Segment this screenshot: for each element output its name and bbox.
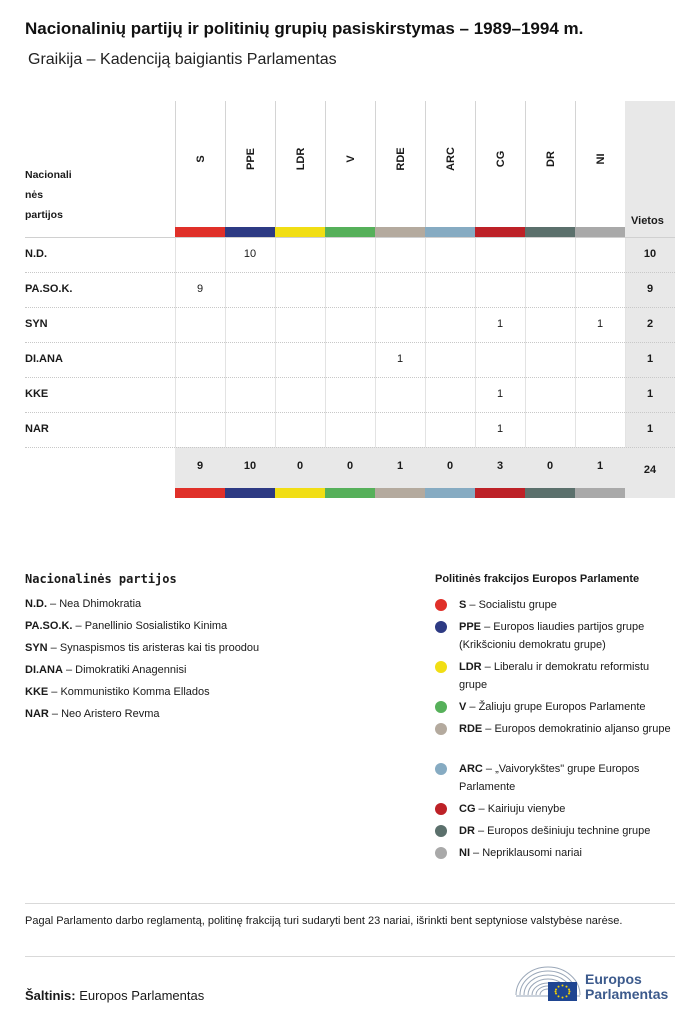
party-code: N.D.: [25, 598, 47, 610]
group-code: LDR: [459, 661, 482, 673]
group-color-bar: [575, 227, 625, 237]
group-legend-item: [459, 658, 679, 694]
group-code: S: [459, 599, 467, 611]
group-name: Europos demokratinio aljanso grupe: [494, 723, 671, 735]
group-legend-item: [459, 698, 679, 716]
group-name: Liberalu ir demokratu reformistu grupe: [459, 661, 650, 691]
group-color-dot: [435, 803, 447, 815]
group-color-bar: [525, 227, 575, 237]
national-party-legend-item: [25, 620, 227, 632]
separator: –: [481, 661, 494, 673]
group-name: Europos liaudies partijos grupe (Krikšcioniu demokratu grupe): [459, 621, 645, 651]
group-color-bar: [475, 227, 525, 237]
party-total-cell: 9: [646, 283, 654, 295]
group-code-label: V: [344, 155, 357, 163]
group-color-bar: [525, 488, 575, 498]
separator: –: [466, 599, 479, 611]
separator: –: [72, 620, 85, 632]
national-party-legend-item: [25, 642, 259, 654]
group-legend-item: [459, 822, 679, 840]
group-color-dot: [435, 661, 447, 673]
group-total-cell: 0: [296, 460, 304, 472]
group-code-label: NI: [594, 153, 607, 165]
party-total-cell: 1: [646, 388, 654, 400]
group-color-dot: [435, 847, 447, 859]
group-code-label: RDE: [394, 147, 407, 171]
separator: –: [475, 803, 488, 815]
separator: –: [482, 763, 496, 775]
group-color-bar: [375, 227, 425, 237]
separator: –: [48, 708, 62, 720]
group-column-header: [425, 101, 475, 227]
group-code: V: [459, 701, 467, 713]
group-name: Socialistu grupe: [478, 599, 557, 611]
group-legend-item: [459, 596, 679, 614]
group-column-header: [575, 101, 625, 227]
group-code: CG: [459, 803, 476, 815]
seat-count-cell: 10: [243, 248, 257, 260]
group-legend-item: [459, 720, 679, 738]
source-value: Europos Parlamentas: [79, 988, 205, 1003]
group-code-label: S: [194, 155, 207, 163]
group-color-dot: [435, 723, 447, 735]
group-color-bar: [325, 488, 375, 498]
party-name: Kommunistiko Komma Ellados: [60, 686, 210, 698]
seats-column-header: Vietos: [631, 215, 664, 227]
source-line: [25, 988, 204, 1003]
seat-count-cell: 9: [196, 283, 204, 295]
group-code-label: LDR: [294, 147, 307, 171]
page-subtitle: Graikija – Kadenciją baigiantis Parlamentas: [28, 51, 337, 68]
separator: –: [474, 825, 488, 837]
group-total-cell: 0: [546, 460, 554, 472]
group-column-header: [475, 101, 525, 227]
separator: –: [481, 621, 494, 633]
party-code: NAR: [25, 708, 49, 720]
group-legend-item: [459, 618, 679, 654]
group-color-bar: [275, 488, 325, 498]
separator: –: [48, 686, 61, 698]
national-legend-title: Nacionalinės partijos: [25, 572, 177, 586]
seat-count-cell: 1: [596, 318, 604, 330]
party-name: Dimokratiki Anagennisi: [75, 664, 187, 676]
party-total-cell: 1: [646, 423, 654, 435]
group-name: Nepriklausomi nariai: [482, 847, 582, 859]
group-code: NI: [459, 847, 470, 859]
group-code-label: CG: [494, 150, 507, 168]
group-total-cell: 1: [396, 460, 404, 472]
group-legend-item: [459, 800, 679, 818]
group-column-header: [325, 101, 375, 227]
separator: –: [482, 723, 495, 735]
group-code: PPE: [459, 621, 482, 633]
group-color-dot: [435, 701, 447, 713]
group-code: ARC: [459, 763, 483, 775]
group-code-label: ARC: [444, 147, 457, 171]
page-title: Nacionalinių partijų ir politinių grupių pasiskirstymas – 1989–1994 m.: [25, 19, 584, 38]
group-total-cell: 10: [243, 460, 257, 472]
party-row-label: N.D.: [25, 248, 47, 260]
group-color-bar: [425, 488, 475, 498]
group-color-bar: [275, 227, 325, 237]
source-label: Šaltinis:: [25, 988, 76, 1003]
party-row-label: KKE: [25, 388, 49, 400]
group-total-cell: 9: [196, 460, 204, 472]
seat-count-cell: 1: [396, 353, 404, 365]
group-name: Žaliuju grupe Europos Parlamente: [478, 701, 646, 713]
party-name: Nea Dhimokratia: [59, 598, 142, 610]
seats-column-background: [625, 101, 675, 498]
party-code: PA.SO.K.: [25, 620, 73, 632]
group-column-header: [175, 101, 225, 227]
national-party-legend-item: [25, 664, 186, 676]
group-legend-item: [459, 760, 679, 796]
group-color-bar: [425, 227, 475, 237]
group-code: DR: [459, 825, 475, 837]
separator: –: [466, 701, 479, 713]
divider: [25, 956, 675, 957]
group-color-bar: [325, 227, 375, 237]
divider: [25, 903, 675, 904]
party-total-cell: 1: [646, 353, 654, 365]
group-code-label: PPE: [244, 147, 257, 171]
group-code: RDE: [459, 723, 483, 735]
party-name: Synaspismos tis aristeras kai tis proodou: [59, 642, 260, 654]
group-color-dot: [435, 763, 447, 775]
group-total-cell: 0: [346, 460, 354, 472]
national-party-legend-item: [25, 598, 141, 610]
party-name: Panellinio Sosialistiko Kinima: [84, 620, 228, 632]
party-row-label: NAR: [25, 423, 49, 435]
row-divider: [25, 412, 675, 413]
party-total-cell: 10: [643, 248, 657, 260]
seat-count-cell: 1: [496, 423, 504, 435]
group-color-bar: [475, 488, 525, 498]
group-column-header: [225, 101, 275, 227]
group-color-bar: [375, 488, 425, 498]
group-color-bar: [225, 488, 275, 498]
separator: –: [62, 664, 76, 676]
group-color-dot: [435, 825, 447, 837]
footnote: Pagal Parlamento darbo reglamentą, politinę frakciją turi sudaryti bent 23 nariai, išrinkti bent septyniose valstybėse narėse.: [25, 915, 623, 927]
group-name: Europos dešiniuju technine grupe: [487, 825, 651, 837]
group-code-label: DR: [544, 151, 557, 167]
party-name: Neo Aristero Revma: [61, 708, 160, 720]
group-color-bar: [225, 227, 275, 237]
party-code: KKE: [25, 686, 49, 698]
group-color-bar: [175, 227, 225, 237]
group-column-header: [375, 101, 425, 227]
party-code: SYN: [25, 642, 48, 654]
separator: –: [47, 642, 60, 654]
seat-distribution-table: [25, 101, 675, 498]
group-name: Kairiuju vienybe: [487, 803, 566, 815]
group-total-cell: 3: [496, 460, 504, 472]
seat-count-cell: 1: [496, 318, 504, 330]
row-divider: [25, 307, 675, 308]
separator: –: [47, 598, 60, 610]
grand-total-cell: 24: [643, 464, 657, 476]
party-column-header: Nacionali nės partijos: [25, 169, 72, 221]
party-row-label: SYN: [25, 318, 48, 330]
group-column-header: [525, 101, 575, 227]
row-divider: [25, 342, 675, 343]
separator: –: [470, 847, 483, 859]
group-name: „Vaivorykštes" grupe Europos Parlamente: [459, 763, 640, 793]
seat-count-cell: 1: [496, 388, 504, 400]
group-color-dot: [435, 621, 447, 633]
party-total-cell: 2: [646, 318, 654, 330]
row-divider: [25, 377, 675, 378]
party-row-label: DI.ANA: [25, 353, 63, 365]
row-divider: [25, 272, 675, 273]
party-row-label: PA.SO.K.: [25, 283, 73, 295]
group-total-cell: 0: [446, 460, 454, 472]
national-party-legend-item: [25, 686, 210, 698]
row-divider: [25, 447, 675, 448]
group-color-bar: [175, 488, 225, 498]
group-column-header: [275, 101, 325, 227]
header-divider: [25, 237, 675, 238]
party-code: DI.ANA: [25, 664, 63, 676]
national-party-legend-item: [25, 708, 160, 720]
group-legend-item: [459, 844, 679, 862]
group-color-bar: [575, 488, 625, 498]
group-legend-title: Politinės frakcijos Europos Parlamente: [435, 573, 640, 585]
group-color-dot: [435, 599, 447, 611]
group-total-cell: 1: [596, 460, 604, 472]
parliament-logo-text: Europos Parlamentas: [585, 971, 669, 1002]
